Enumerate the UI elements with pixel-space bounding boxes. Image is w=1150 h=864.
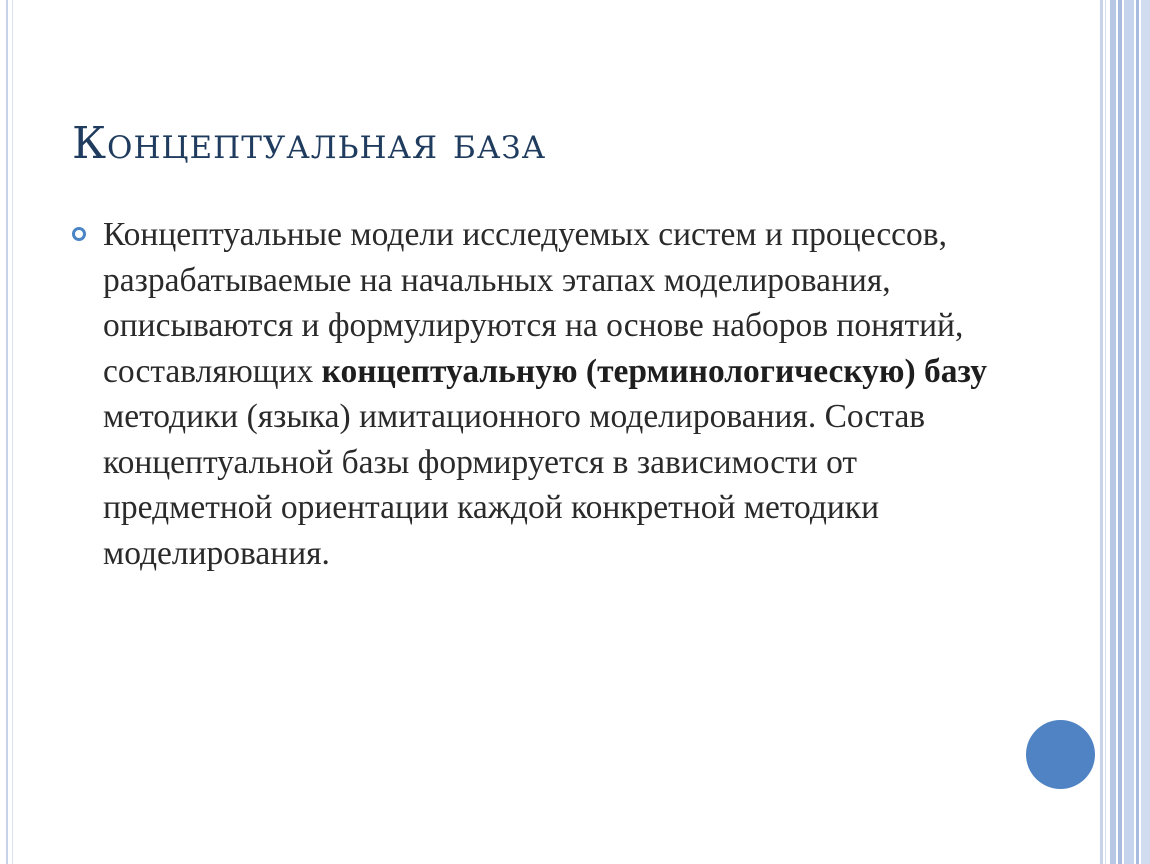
- stripe: [1124, 0, 1134, 864]
- stripe: [1100, 0, 1103, 864]
- stripe: [1110, 0, 1116, 864]
- slide-title: Концептуальная база: [72, 118, 547, 169]
- ring-bullet-icon: [72, 227, 86, 241]
- paragraph-bold-term: концептуальную (терминологическую) базу: [321, 352, 988, 390]
- right-decorative-stripes: [1100, 0, 1150, 864]
- left-frame-line-inner: [12, 0, 13, 864]
- stripe: [1141, 0, 1150, 864]
- decorative-circle: [1026, 720, 1095, 789]
- stripe: [1118, 0, 1122, 864]
- paragraph-part-1: Концептуальные модели исследуемых систем и процессов, разрабатываемые на начальных этапах моделирования, описываются и формулируются на основе наборов понятий, составляющих: [103, 216, 964, 390]
- paragraph-part-2: методики (языка) имитационного моделирования. Состав концептуальной базы формируется в зависимости от предметной ориентации каждой конкретной методики моделирования.: [103, 398, 926, 572]
- left-frame-line: [6, 0, 8, 864]
- stripe: [1136, 0, 1139, 864]
- stripe: [1105, 0, 1106, 864]
- bullet-text: [103, 212, 988, 576]
